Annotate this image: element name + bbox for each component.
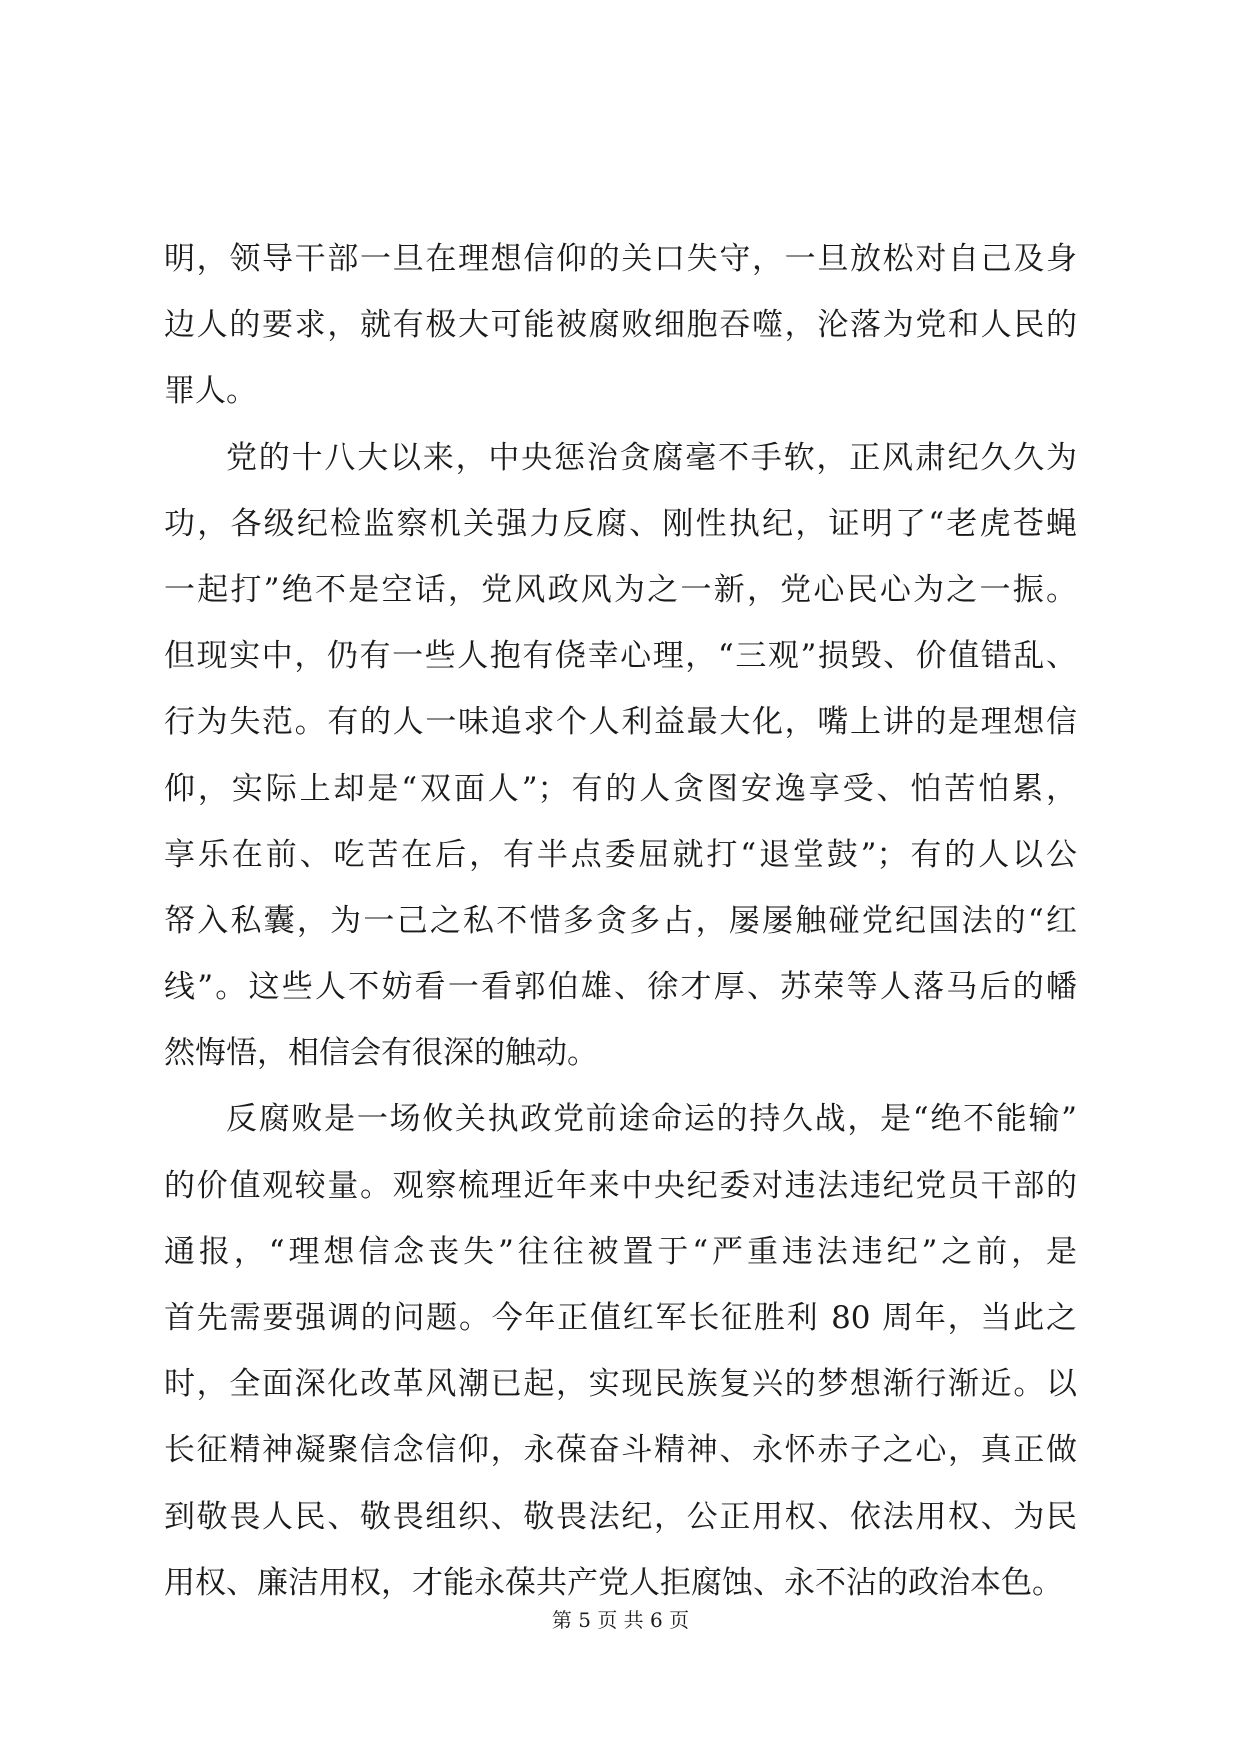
text-line: 时，全面深化改革风潮已起，实现民族复兴的梦想渐行渐近。以 bbox=[164, 1366, 1077, 1403]
text-line: 但现实中，仍有一些人抱有侥幸心理，“三观”损毁、价值错乱、 bbox=[164, 638, 1077, 675]
text-line: 边人的要求，就有极大可能被腐败细胞吞噬，沦落为党和人民的 bbox=[164, 307, 1077, 344]
text-line: 线”。这些人不妨看一看郭伯雄、徐才厚、苏荣等人落马后的幡 bbox=[164, 969, 1077, 1006]
text-line: 享乐在前、吃苦在后，有半点委屈就打“退堂鼓”；有的人以公 bbox=[164, 836, 1077, 873]
text-line: 一起打”绝不是空话，党风政风为之一新，党心民心为之一振。 bbox=[164, 571, 1077, 608]
text-line: 长征精神凝聚信念信仰，永葆奋斗精神、永怀赤子之心，真正做 bbox=[164, 1432, 1077, 1469]
text-line: 到敬畏人民、敬畏组织、敬畏法纪，公正用权、依法用权、为民 bbox=[164, 1498, 1077, 1535]
text-line: 帑入私囊，为一己之私不惜多贪多占，屡屡触碰党纪国法的“红 bbox=[164, 902, 1077, 939]
text-line: 的价值观较量。观察梳理近年来中央纪委对违法违纪党员干部的 bbox=[164, 1167, 1077, 1204]
text-line: 功，各级纪检监察机关强力反腐、刚性执纪，证明了“老虎苍蝇 bbox=[164, 505, 1077, 542]
text-line: 仰，实际上却是“双面人”；有的人贪图安逸享受、怕苦怕累， bbox=[164, 770, 1077, 807]
text-line: 行为失范。有的人一味追求个人利益最大化，嘴上讲的是理想信 bbox=[164, 704, 1077, 741]
page-number-footer: 第 5 页 共 6 页 bbox=[551, 1608, 690, 1632]
paragraph-first-line: 反腐败是一场攸关执政党前途命运的持久战，是“绝不能输” bbox=[226, 1101, 1077, 1138]
text-line: 明，领导干部一旦在理想信仰的关口失守，一旦放松对自己及身 bbox=[164, 241, 1077, 277]
text-line: 通报，“理想信念丧失”往往被置于“严重违法违纪”之前，是 bbox=[164, 1233, 1077, 1270]
text-line: 然悔悟，相信会有很深的触动。 bbox=[164, 1035, 598, 1072]
body-text bbox=[164, 226, 1077, 1616]
text-line: 罪人。 bbox=[164, 373, 257, 410]
paragraph-first-line: 党的十八大以来，中央惩治贪腐毫不手软，正风肃纪久久为 bbox=[226, 439, 1077, 476]
text-line: 用权、廉洁用权，才能永葆共产党人拒腐蚀、永不沾的政治本色。 bbox=[164, 1564, 1063, 1601]
text-line: 首先需要强调的问题。今年正值红军长征胜利 80 周年，当此之 bbox=[164, 1300, 1077, 1336]
